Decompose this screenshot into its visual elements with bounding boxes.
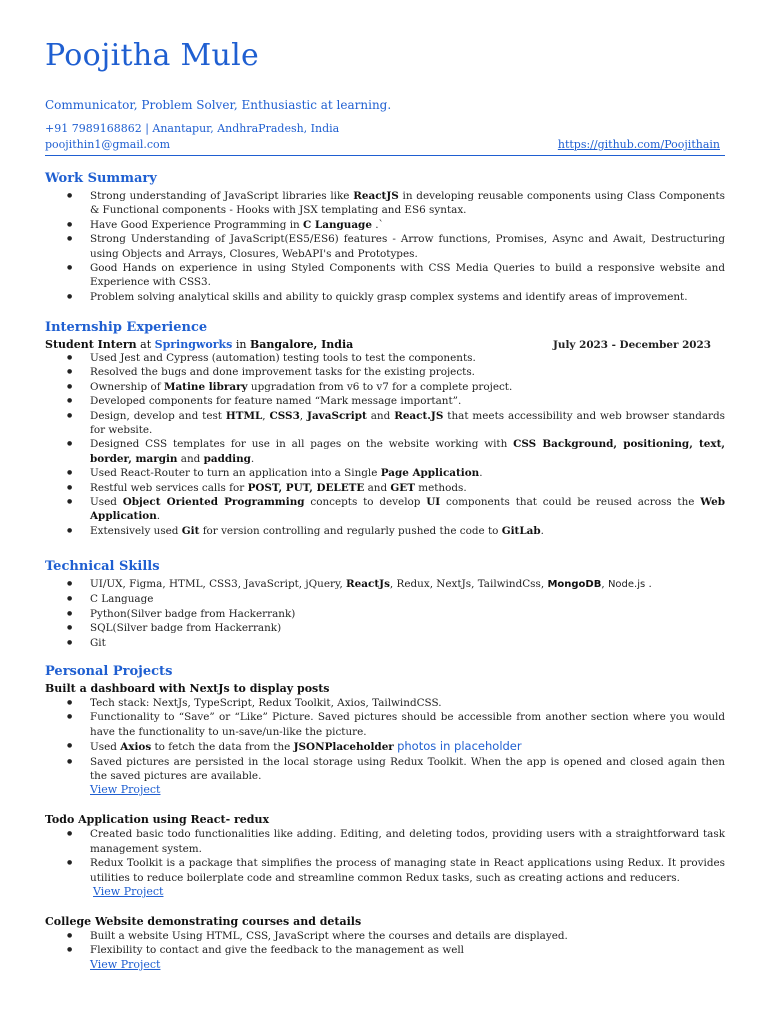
section-title-internship: Internship Experience: [45, 320, 208, 335]
list-item: ● Extensively used Git for version controlling and regularly pushed the code to GitLab.: [90, 524, 725, 538]
list-item: ● Good Hands on experience in using Styled Components with CSS Media Queries to build a responsive website and Experience with CSS3.: [90, 261, 725, 290]
list-item: ● Used Axios to fetch the data from the JSONPlaceholder photos in placeholder: [90, 739, 725, 754]
phone-location: +91 7989168862 | Anantapur, AndhraPradesh, India: [45, 122, 340, 135]
list-item: ● Have Good Experience Programming in C Language .`: [90, 218, 725, 232]
view-project-link[interactable]: View Project: [90, 783, 161, 797]
list-item: ● Strong Understanding of JavaScript(ES5/ES6) features - Arrow functions, Promises, Async and Await, Destructuring using Objects and Arrays, Closures, WebAPI's and Prototypes.: [90, 232, 725, 261]
list-item: ● Restful web services calls for POST, PUT, DELETE and GET methods.: [90, 481, 725, 495]
projects-section: [45, 664, 725, 972]
list-item: ● Used Object Oriented Programming concepts to develop UI components that could be reused across the Web Application.: [90, 495, 725, 524]
list-item: ● Strong understanding of JavaScript libraries like ReactJS in developing reusable components using Class Components & Functional components - Hooks with JSX templating and ES6 syntax.: [90, 189, 725, 218]
list-item: ● Used React-Router to turn an application into a Single Page Application.: [90, 466, 725, 480]
list-item: ● Design, develop and test HTML, CSS3, JavaScript and React.JS that meets accessibility and web browser standards for website.: [90, 409, 725, 438]
section-title-projects: Personal Projects: [45, 664, 173, 679]
list-item: ● Saved pictures are persisted in the local storage using Redux Toolkit. When the app is opened and closed again then the saved pictures are available.: [90, 755, 725, 784]
list-item: ● Functionality to “Save” or “Like” Picture. Saved pictures should be accessible from another section where you would have the functionality to un-save/un-like the picture.: [90, 710, 725, 739]
project-title: College Website demonstrating courses and details: [45, 915, 362, 929]
placeholder-photos-link[interactable]: photos in placeholder: [397, 739, 522, 754]
internship-section: [45, 320, 725, 538]
github-link[interactable]: https://github.com/Poojithain: [557, 138, 720, 151]
tagline: Communicator, Problem Solver, Enthusiastic at learning.: [45, 98, 392, 112]
list-item: ● Designed CSS templates for use in all pages on the website working with CSS Background, positioning, text, border, margin and padding.: [90, 437, 725, 466]
list-item: ● Problem solving analytical skills and ability to quickly grasp complex systems and identify areas of improvement.: [90, 290, 725, 304]
list-item: ● C Language: [90, 592, 725, 606]
role: Student Intern: [45, 338, 137, 351]
list-item: ● Developed components for feature named “Mark message important”.: [90, 394, 725, 408]
header-divider: [45, 155, 725, 156]
list-item: ● Resolved the bugs and done improvement tasks for the existing projects.: [90, 365, 725, 379]
list-item: ● Built a website Using HTML, CSS, JavaScript where the courses and details are displayed.: [90, 929, 725, 943]
company: Springworks: [154, 338, 233, 351]
list-item: ● SQL(Silver badge from Hackerrank): [90, 621, 725, 635]
list-item: ● Python(Silver badge from Hackerrank): [90, 607, 725, 621]
location: Bangalore, India: [249, 338, 354, 351]
list-item: ● Used Jest and Cypress (automation) testing tools to test the components.: [90, 351, 725, 365]
internship-dates: July 2023 - December 2023: [553, 339, 711, 351]
list-item: ● Flexibility to contact and give the feedback to the management as well: [90, 943, 725, 957]
project-title: Todo Application using React- redux: [45, 813, 270, 827]
section-title-skills: Technical Skills: [45, 559, 160, 574]
candidate-name: Poojitha Mule: [45, 38, 260, 73]
list-item: ● Ownership of Matine library upgradation from v6 to v7 for a complete project.: [90, 380, 725, 394]
list-item: ● Created basic todo functionalities like adding. Editing, and deleting todos, providing users with a straightforward task management system.: [90, 827, 725, 856]
view-project-link[interactable]: View Project: [93, 885, 164, 899]
view-project-link[interactable]: View Project: [90, 957, 161, 971]
project-title: Built a dashboard with NextJs to display posts: [45, 682, 330, 695]
list-item: ● UI/UX, Figma, HTML, CSS3, JavaScript, jQuery, ReactJs, Redux, NextJs, TailwindCss, MongoDB, Node.js .: [90, 577, 725, 592]
work-summary-section: [45, 171, 725, 304]
section-title-work-summary: Work Summary: [45, 171, 157, 186]
list-item: ● Git: [90, 636, 725, 650]
list-item: ● Redux Toolkit is a package that simplifies the process of managing state in React applications using Redux. It provides utilities to reduce boilerplate code and streamline common Redux tasks, such as creating actions and reducers.: [90, 856, 725, 885]
internship-header: Student Intern at Springworks in Bangalore, India July 2023 - December 2023: [45, 338, 725, 351]
skills-section: [45, 559, 725, 650]
email-link[interactable]: poojithin1@gmail.com: [45, 138, 171, 151]
list-item: ● Tech stack: NextJs, TypeScript, Redux Toolkit, Axios, TailwindCSS.: [90, 696, 725, 710]
